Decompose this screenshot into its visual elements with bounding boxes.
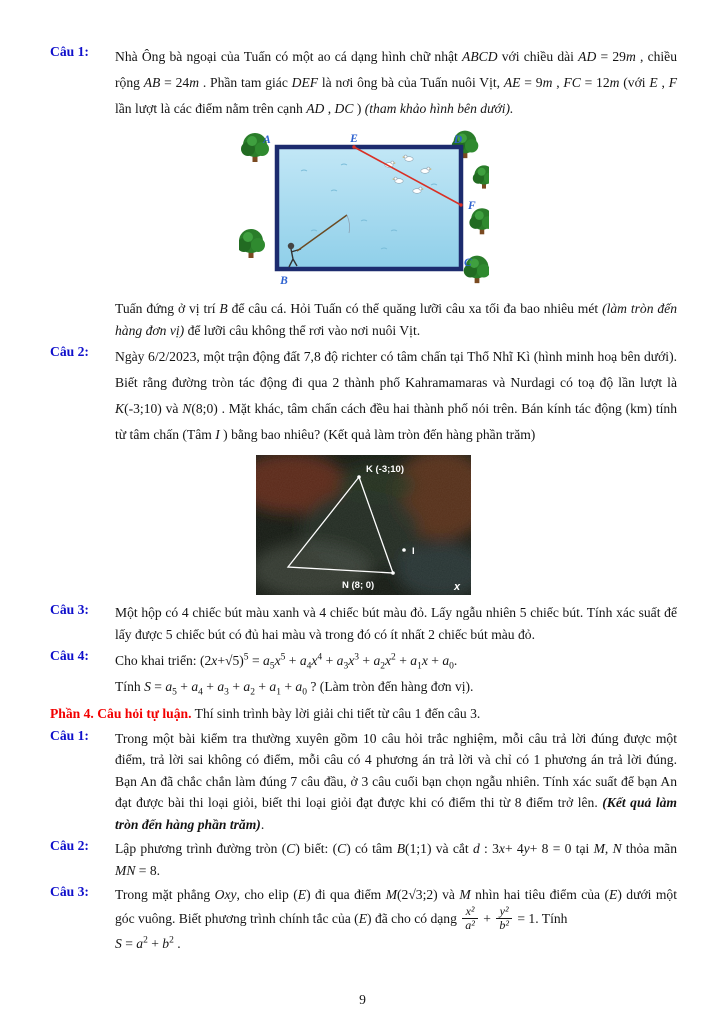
question-p3-2 — [50, 344, 677, 448]
question-label: Câu 1: — [50, 44, 89, 59]
question-text — [115, 648, 677, 700]
label-F: F — [467, 200, 476, 212]
question-text: Trong một bài kiểm tra thường xuyên gồm 10 câu hỏi trắc nghiệm, mỗi câu trả lời đúng được một điểm, trả lời sai không có điểm, mỗi câu có 4 phương án trả lời và chỉ có 1 phương án trả lời đúng. Bạn An đã chắc chắn làm đúng 7 câu đầu, ở 3 câu cuối bạn chọn ngẫu nhiên. Tính xác suất để bạn An đạt được bài thi loại giỏi, biết thi loại giỏi đạt được khi có điểm thi từ 8 điểm trở lên. (Kết quả làm tròn đến hàng phần trăm). — [115, 730, 677, 832]
point-E — [352, 145, 355, 148]
question-label: Câu 3: — [50, 602, 89, 617]
question-label: Câu 2: — [50, 838, 89, 853]
expansion-formula: Cho khai triển: $(2x+√5)^5 = a_5x^5 + a_4x^4 + a_3x^3 + a_2x^2 + a_1x + a_0$. — [115, 652, 458, 672]
part4-title: Phần 4. Câu hỏi tự luận. — [50, 706, 192, 721]
map-figure — [50, 455, 677, 595]
question-p3-1 — [50, 44, 677, 122]
question-text: Lập phương trình đường tròn (C) biết: (C) có tâm B(1;1) và cắt d : 3x+ 4y+ 8 = 0 tại M, N thỏa mãn MN = 8. — [115, 841, 678, 878]
question-p4-1 — [50, 728, 677, 836]
question-text: Nhà Ông bà ngoại của Tuấn có một ao cá dạng hình chữ nhật ABCD với chiều dài AD = 29m , chiều rộng AB = 24m . Phần tam giác DEF là nơi ông bà của Tuấn nuôi Vịt, AE = 9m , FC = 12m (với E , F lần lượt là các điểm nằm trên cạnh AD , DC ) (tham khảo hình bên dưới). — [115, 49, 678, 116]
label-I: I — [412, 546, 415, 557]
label-K: K (-3;10) — [366, 464, 405, 475]
question-label: Câu 3: — [50, 884, 89, 899]
pond-figure — [50, 129, 677, 291]
page-number: 9 — [359, 992, 366, 1007]
ellipse-question: Trong mặt phẳng Oxy, cho elip (E) đi qua điểm M(2√3;2) và M nhìn hai tiêu điểm của (E) dưới một góc vuông. Biết phương trình chính tắc của (E) đã cho có dạng $\frac{\text{x²}}{\text{a²}}$ + $\frac{\text{y²}}{\text{b²}}$ = 1. Tính — [115, 887, 677, 932]
earthquake-map — [256, 455, 471, 595]
question-p3-3 — [50, 602, 677, 645]
question-text: Ngày 6/2/2023, một trận động đất 7,8 độ richter có tâm chấn tại Thổ Nhĩ Kì (hình minh hoạ bên dưới). Biết rằng đường tròn tác động đi qua 2 thành phố Kahramamaras và Nurdagi có toạ độ lần lượt là K(-3;10) và N(8;0) . Mặt khác, tâm chấn cách đều hai thành phố nói trên. Bán kính tác động (km) tính từ tâm chấn (Tâm I ) bằng bao nhiêu? (Kết quả làm tròn đến hàng phần trăm) — [115, 349, 677, 442]
part4-header — [50, 703, 677, 725]
question-text: Một hộp có 4 chiếc bút màu xanh và 4 chiếc bút màu đỏ. Lấy ngẫu nhiên 5 chiếc bút. Tính xác suất để lấy được 5 chiếc bút có đủ hai màu và trong đó có ít nhất 2 chiếc bút màu đỏ. — [115, 605, 677, 642]
pond-diagram — [239, 129, 489, 291]
part4-subtitle: Thí sinh trình bày lời giải chi tiết từ câu 1 đến câu 3. — [191, 706, 481, 721]
question-p4-3 — [50, 884, 677, 954]
label-N: N (8; 0) — [342, 580, 375, 591]
label-C: C — [463, 257, 472, 269]
map-noise-texture — [256, 455, 471, 595]
pond-rect — [277, 147, 461, 269]
label-B: B — [279, 275, 288, 287]
question-label: Câu 2: — [50, 344, 89, 359]
label-D: D — [453, 134, 462, 146]
point-I — [402, 548, 406, 552]
question-label: Câu 1: — [50, 727, 89, 743]
question-label: Câu 4: — [50, 648, 89, 663]
question-p4-2 — [50, 838, 677, 881]
question-p3-1-continued: Tuấn đứng ở vị trí B để câu cá. Hỏi Tuấn có thể quăng lưỡi câu xa tối đa bao nhiêu mét (làm tròn đến hàng đơn vị) để lưỡi câu không thể rơi vào nơi nuôi Vịt. — [115, 301, 678, 338]
question-text — [115, 884, 677, 954]
point-F — [459, 203, 462, 206]
label-E: E — [349, 133, 358, 145]
label-x-axis: x — [454, 581, 461, 593]
label-A: A — [262, 134, 271, 146]
s-formula: $S = a^2 + b^2$ . — [115, 935, 181, 951]
point-N — [391, 571, 395, 575]
sum-formula: Tính $S = a_5 + a_4 + a_3 + a_2 + a_1 + a_0$ ? (Làm tròn đến hàng đơn vị). — [115, 679, 474, 698]
question-p3-4 — [50, 648, 677, 700]
point-K — [357, 475, 361, 479]
